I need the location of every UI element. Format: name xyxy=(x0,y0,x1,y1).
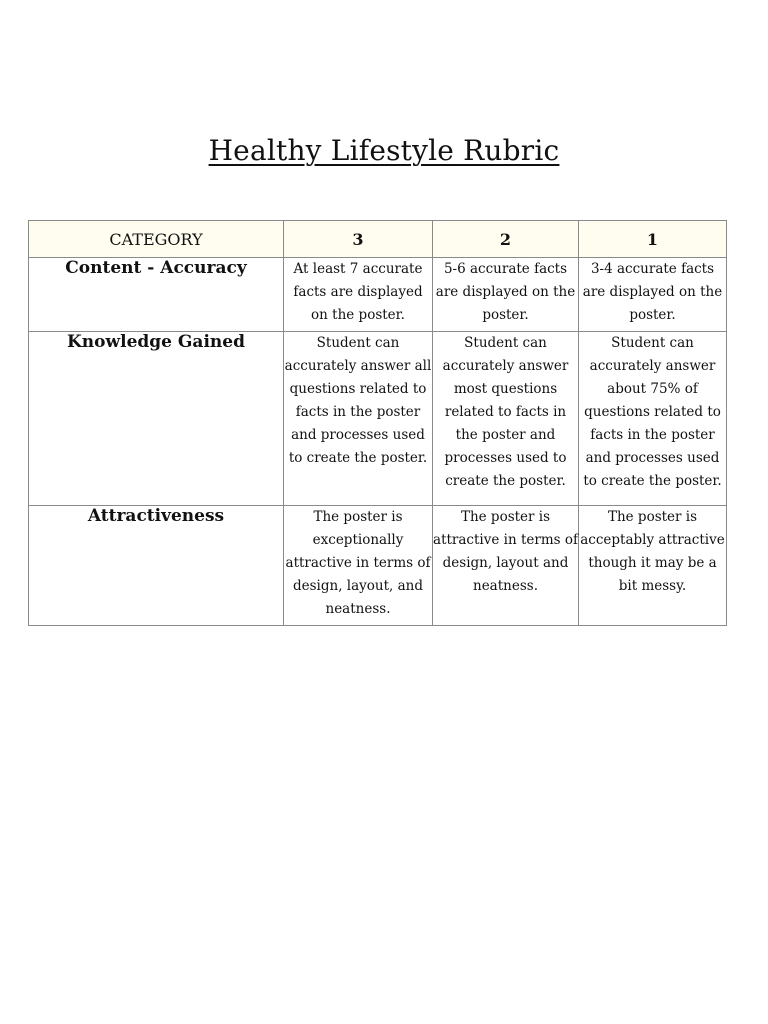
rubric-table xyxy=(28,220,727,626)
table-cell: 3-4 accurate facts are displayed on the poster. xyxy=(579,258,727,332)
table-row xyxy=(29,332,727,506)
row-category: Content - Accuracy xyxy=(29,258,284,332)
header-score-1: 1 xyxy=(579,221,727,258)
table-cell: Student can accurately answer about 75% of questions related to facts in the poster and processes used to create the poster. xyxy=(579,332,727,506)
page-title: Healthy Lifestyle Rubric xyxy=(208,134,560,167)
table-cell: The poster is exceptionally attractive in terms of design, layout, and neatness. xyxy=(284,506,433,626)
table-header-row xyxy=(29,221,727,258)
row-category: Attractiveness xyxy=(29,506,284,626)
header-score-2: 2 xyxy=(433,221,579,258)
table-cell: The poster is attractive in terms of design, layout and neatness. xyxy=(433,506,579,626)
table-cell: Student can accurately answer most questions related to facts in the poster and processes used to create the poster. xyxy=(433,332,579,506)
table-cell: At least 7 accurate facts are displayed on the poster. xyxy=(284,258,433,332)
table-cell: 5-6 accurate facts are displayed on the poster. xyxy=(433,258,579,332)
table-cell: The poster is acceptably attractive though it may be a bit messy. xyxy=(579,506,727,626)
row-category: Knowledge Gained xyxy=(29,332,284,506)
header-category: CATEGORY xyxy=(29,221,284,258)
header-score-3: 3 xyxy=(284,221,433,258)
table-row xyxy=(29,258,727,332)
table-row xyxy=(29,506,727,626)
table-cell: Student can accurately answer all questions related to facts in the poster and processes used to create the poster. xyxy=(284,332,433,506)
